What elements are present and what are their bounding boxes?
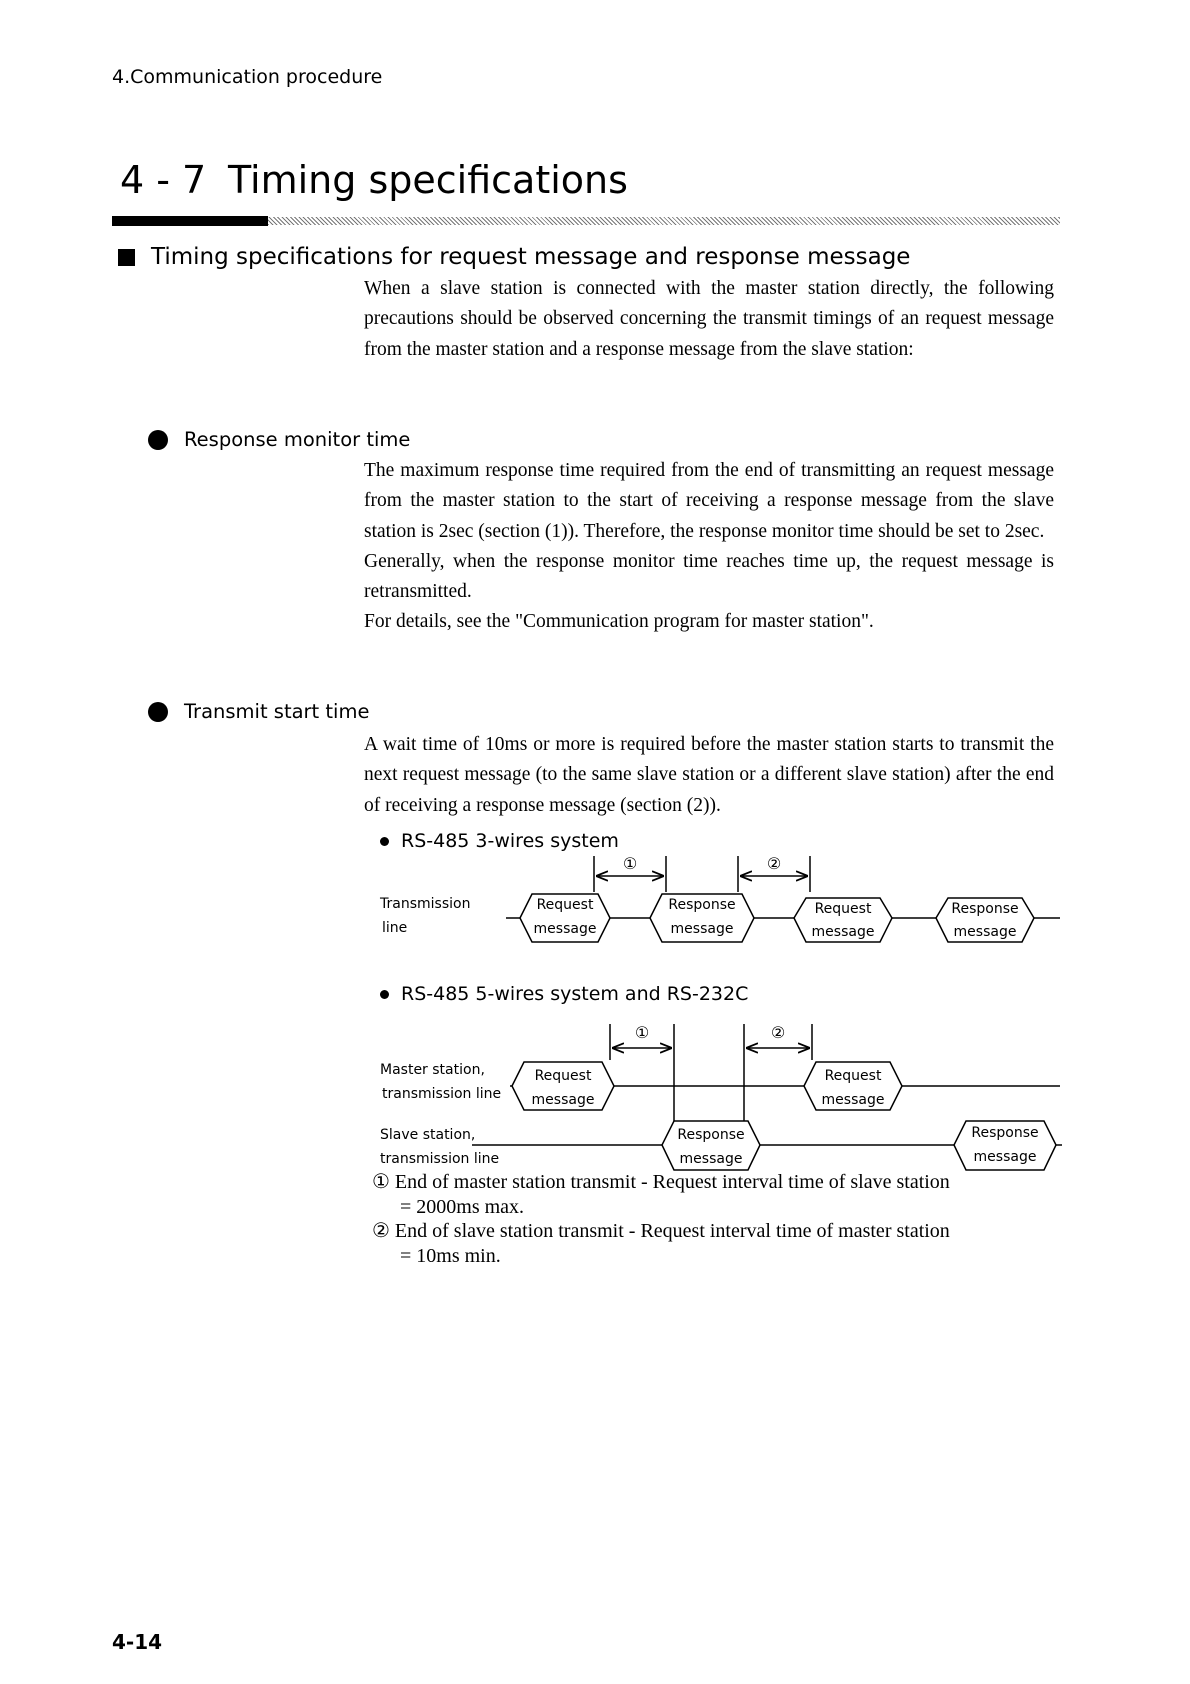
title-rule <box>112 216 1060 226</box>
response-monitor-p1: The maximum response time required from the end of transmitting an request message from the master station to the start of receiving a response message from the slave station is 2sec (section (1)). Therefore, the response monitor time should be set to 2sec. <box>364 460 1054 542</box>
d1-msg3-l2: message <box>811 924 875 940</box>
subsection-heading <box>118 244 910 270</box>
d2-smsg2-l2: message <box>973 1149 1037 1165</box>
d1-msg3-l1: Request <box>814 901 872 917</box>
d2-smsg1-l1: Response <box>677 1127 745 1143</box>
bullet-icon <box>380 990 389 999</box>
transmit-start-heading <box>148 700 369 723</box>
running-header: 4.Communication procedure <box>112 66 383 88</box>
note-2-line-1: ② End of slave station transmit - Request interval time of master station <box>372 1220 950 1242</box>
d2-marker-1: ① <box>634 1023 650 1042</box>
d2-smsg1-l2: message <box>679 1151 743 1167</box>
diagram1-title: RS-485 3-wires system <box>401 830 619 852</box>
d2-slave-label-2: transmission line <box>380 1151 500 1167</box>
page-number: 4-14 <box>112 1630 163 1654</box>
d1-msg2-l1: Response <box>668 897 736 913</box>
diagram2-heading <box>380 983 748 1005</box>
response-monitor-p3: For details, see the "Communication program for master station". <box>364 611 874 633</box>
response-monitor-heading <box>148 428 410 451</box>
diagram1-heading <box>380 830 619 852</box>
d1-line-label-1: Transmission <box>380 896 471 912</box>
d1-msg2-l2: message <box>670 921 734 937</box>
subsection-title: Timing specifications for request message and response message <box>151 244 911 270</box>
transmit-start-body: A wait time of 10ms or more is required before the master station starts to transmit the next request message (to the same slave station or a different slave station) after the end of receiving a response message (section (2)). <box>364 734 1054 816</box>
note-1-line-2: = 2000ms max. <box>400 1195 525 1218</box>
diagram2-timing-chart <box>370 1010 1070 1172</box>
diagram-notes <box>372 1170 950 1268</box>
response-monitor-body <box>364 456 1054 638</box>
section-title-text: Timing specifications <box>228 158 628 202</box>
section-number: 4 - 7 <box>120 158 207 202</box>
section-title <box>120 158 628 202</box>
d1-msg4-l1: Response <box>951 901 1019 917</box>
d1-marker-2: ② <box>766 854 782 873</box>
d1-marker-1: ① <box>622 854 638 873</box>
intro-paragraph: When a slave station is connected with the master station directly, the following precautions should be observed concerning the transmit timings of an request message from the master station and a response message from the slave station: <box>364 278 1054 360</box>
d2-marker-2: ② <box>770 1023 786 1042</box>
diagram1-timing-chart <box>370 852 1070 952</box>
d2-mmsg2-l1: Request <box>824 1068 882 1084</box>
d1-msg1-l1: Request <box>536 897 594 913</box>
d1-msg1-l2: message <box>533 921 597 937</box>
d1-line-label-2: line <box>382 920 408 936</box>
d2-mmsg1-l1: Request <box>534 1068 592 1084</box>
response-monitor-p2: Generally, when the response monitor time reaches time up, the request message is retransmitted. <box>364 550 1054 603</box>
d2-mmsg1-l2: message <box>531 1092 595 1108</box>
square-bullet-icon <box>118 249 135 266</box>
bullet-icon <box>380 837 389 846</box>
bullet-icon <box>148 430 168 450</box>
note-2-line-2: = 10ms min. <box>400 1244 501 1267</box>
d2-mmsg2-l2: message <box>821 1092 885 1108</box>
d1-msg4-l2: message <box>953 924 1017 940</box>
diagram2-title: RS-485 5-wires system and RS-232C <box>401 983 749 1005</box>
response-monitor-heading-text: Response monitor time <box>184 428 411 451</box>
d2-smsg2-l1: Response <box>971 1125 1039 1141</box>
d2-master-label-2: transmission line <box>382 1086 502 1102</box>
note-1-line-1: ① End of master station transmit - Request interval time of slave station <box>372 1171 950 1193</box>
transmit-start-heading-text: Transmit start time <box>184 700 370 723</box>
d2-master-label-1: Master station, <box>380 1062 485 1078</box>
bullet-icon <box>148 702 168 722</box>
d2-slave-label-1: Slave station, <box>380 1127 476 1143</box>
